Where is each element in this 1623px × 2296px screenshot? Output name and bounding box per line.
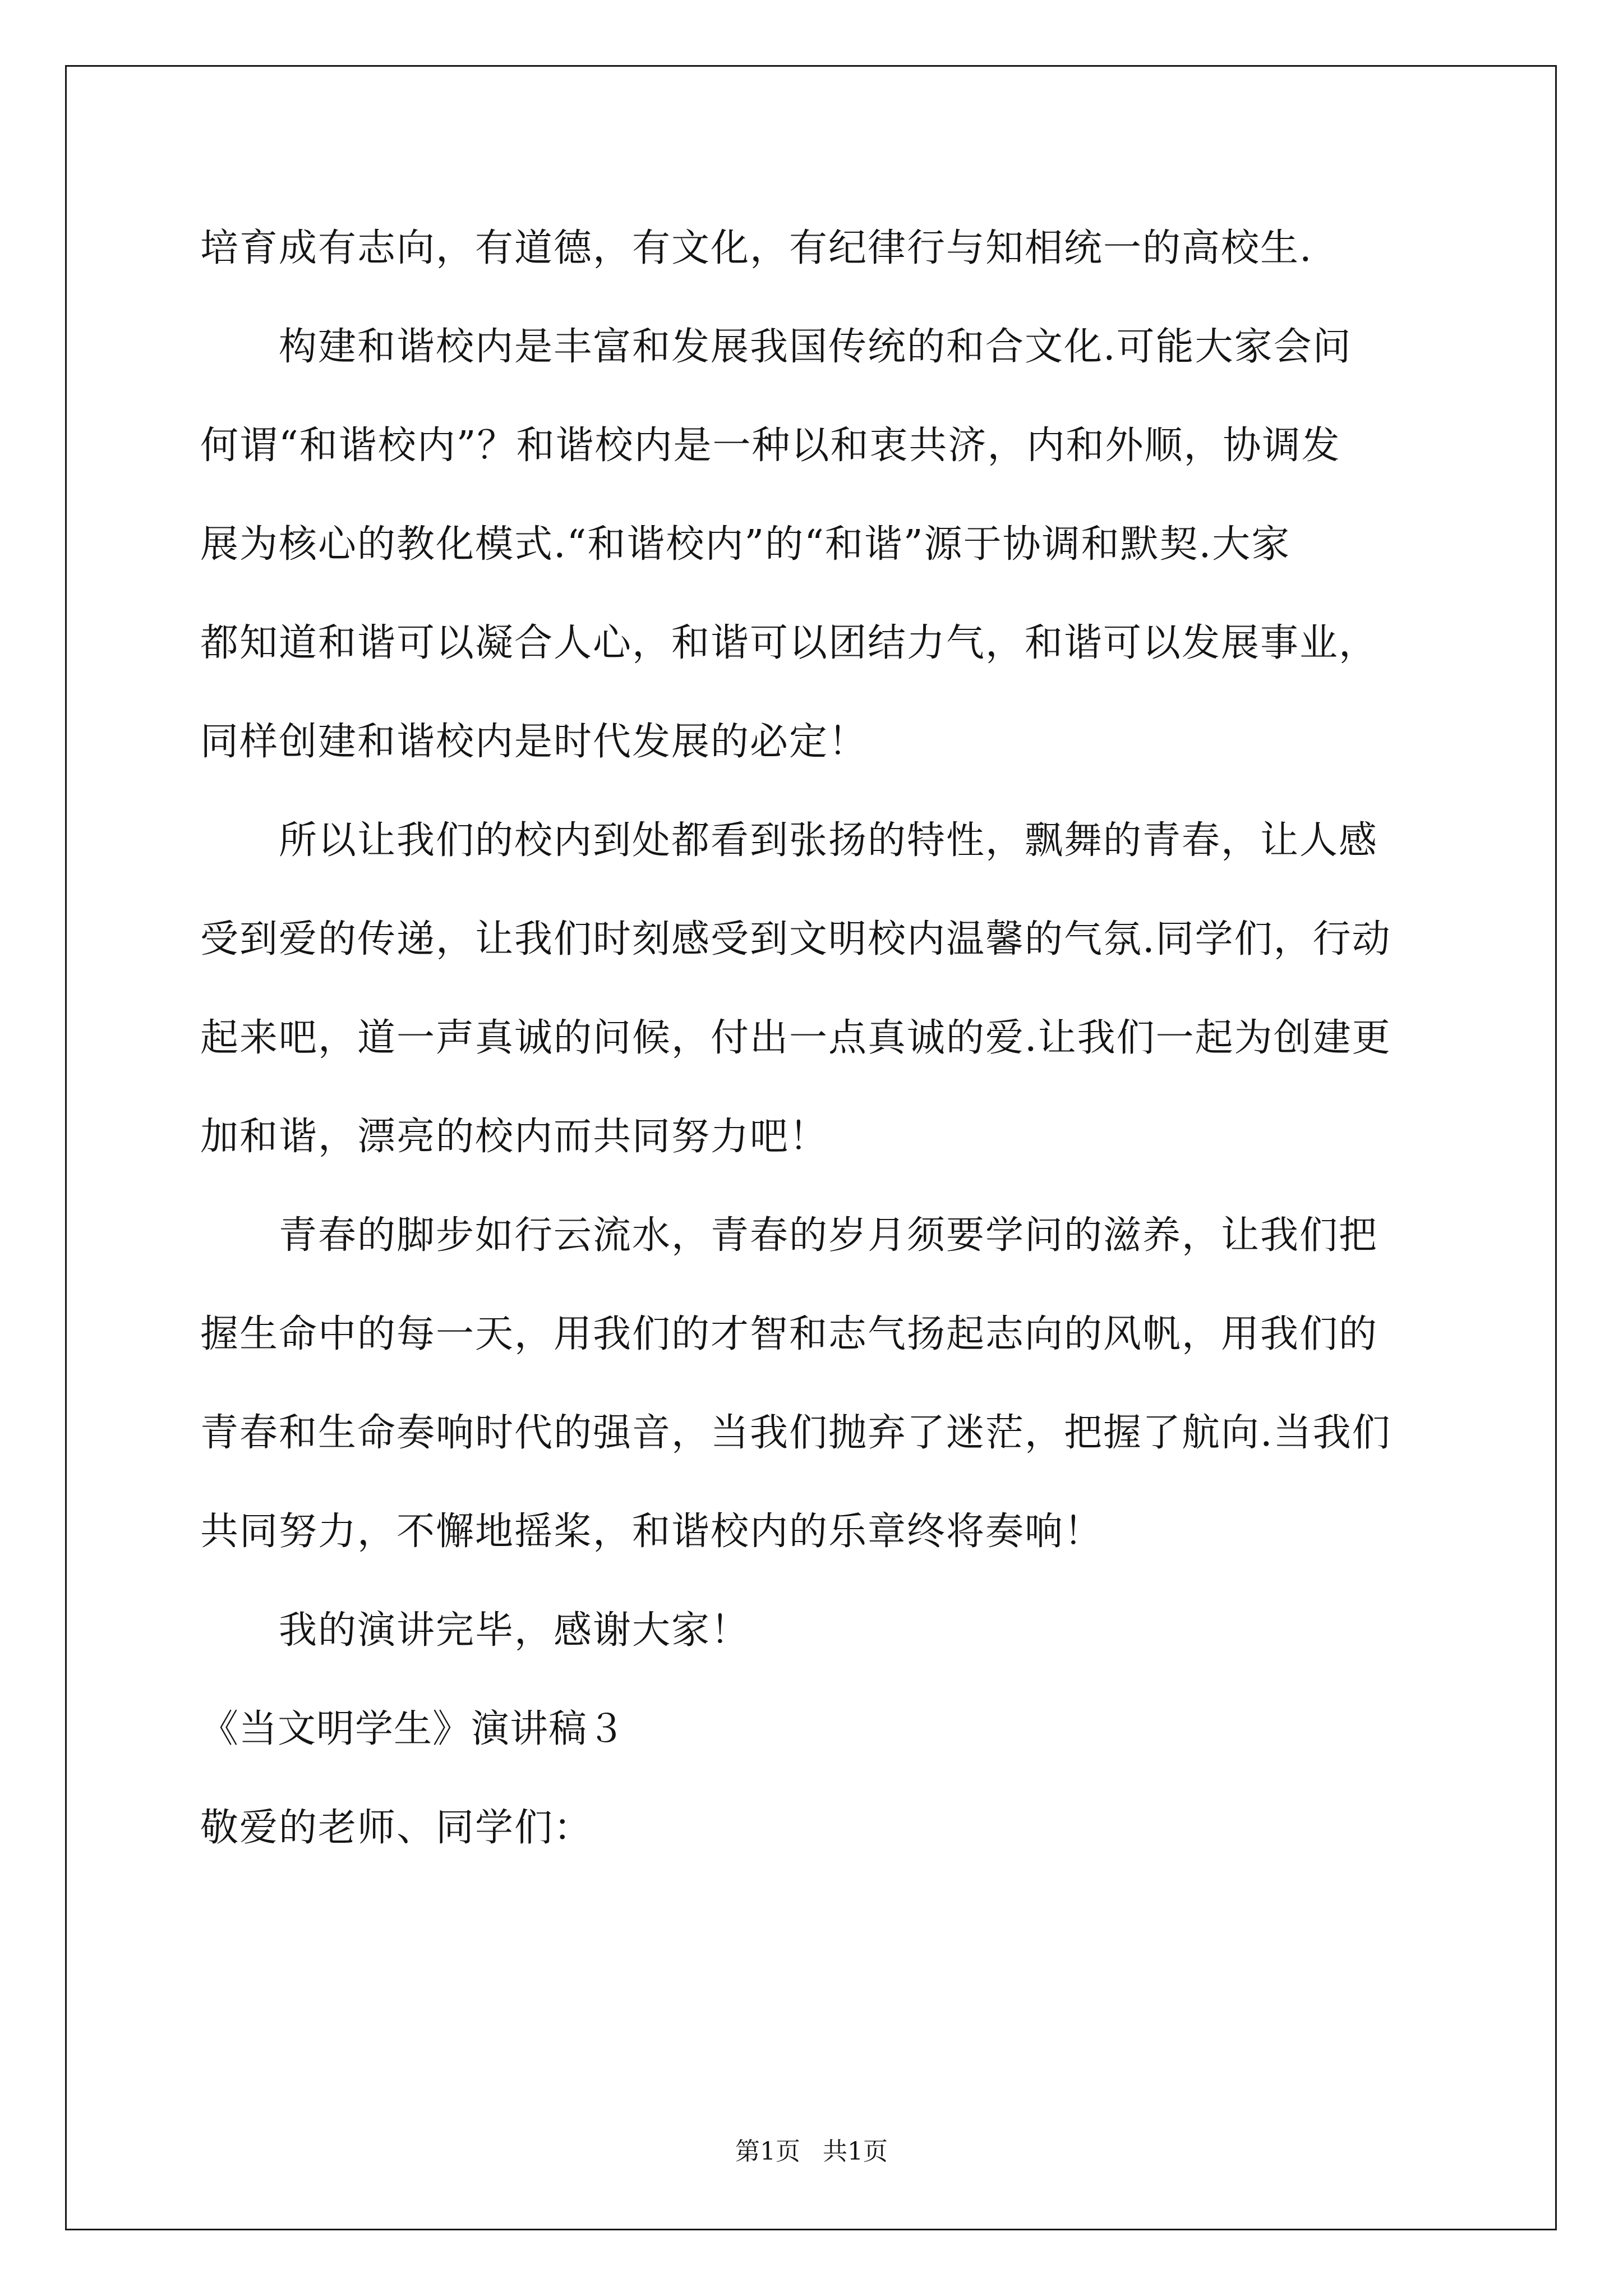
- page-number: 第1页: [735, 2137, 800, 2166]
- text-line-6: 同样创建和谐校内是时代发展的必定！: [200, 720, 868, 764]
- text-line-3: 何谓“和谐校内”？和谐校内是一种以和衷共济，内和外顺，协调发: [200, 424, 1341, 468]
- text-line-8: 受到爱的传递，让我们时刻感受到文明校内温馨的气氛.同学们，行动: [200, 917, 1391, 961]
- salutation: 敬爱的老师、同学们：: [200, 1806, 593, 1850]
- text-line-1: 培育成有志向，有道德，有文化，有纪律行与知相统一的高校生.: [200, 226, 1313, 270]
- text-line-5: 都知道和谐可以凝合人心，和谐可以团结力气，和谐可以发展事业，: [200, 621, 1378, 665]
- text-line-7: 所以让我们的校内到处都看到张扬的特性，飘舞的青春，让人感: [279, 818, 1378, 863]
- speech-title: 《当文明学生》演讲稿３: [200, 1707, 626, 1751]
- text-line-4: 展为核心的教化模式.“和谐校内”的“和谐”源于协调和默契.大家: [200, 522, 1291, 567]
- text-line-14: 共同努力，不懈地摇桨，和谐校内的乐章终将奏响！: [200, 1510, 1104, 1554]
- page-total: 共1页: [823, 2137, 888, 2166]
- text-line-9: 起来吧，道一声真诚的问候，付出一点真诚的爱.让我们一起为创建更: [200, 1016, 1391, 1060]
- text-line-11: 青春的脚步如行云流水，青春的岁月须要学问的滋养，让我们把: [279, 1213, 1378, 1258]
- page-footer: [0, 2135, 1623, 2169]
- text-line-13: 青春和生命奏响时代的强音，当我们抛弃了迷茫，把握了航向.当我们: [200, 1411, 1391, 1455]
- text-line-2: 构建和谐校内是丰富和发展我国传统的和合文化.可能大家会问: [279, 325, 1352, 369]
- document-body: [200, 199, 1434, 1878]
- text-line-10: 加和谐，漂亮的校内而共同努力吧！: [200, 1115, 829, 1159]
- closing-line: 我的演讲完毕，感谢大家！: [279, 1608, 750, 1653]
- text-line-12: 握生命中的每一天，用我们的才智和志气扬起志向的风帆，用我们的: [200, 1312, 1378, 1356]
